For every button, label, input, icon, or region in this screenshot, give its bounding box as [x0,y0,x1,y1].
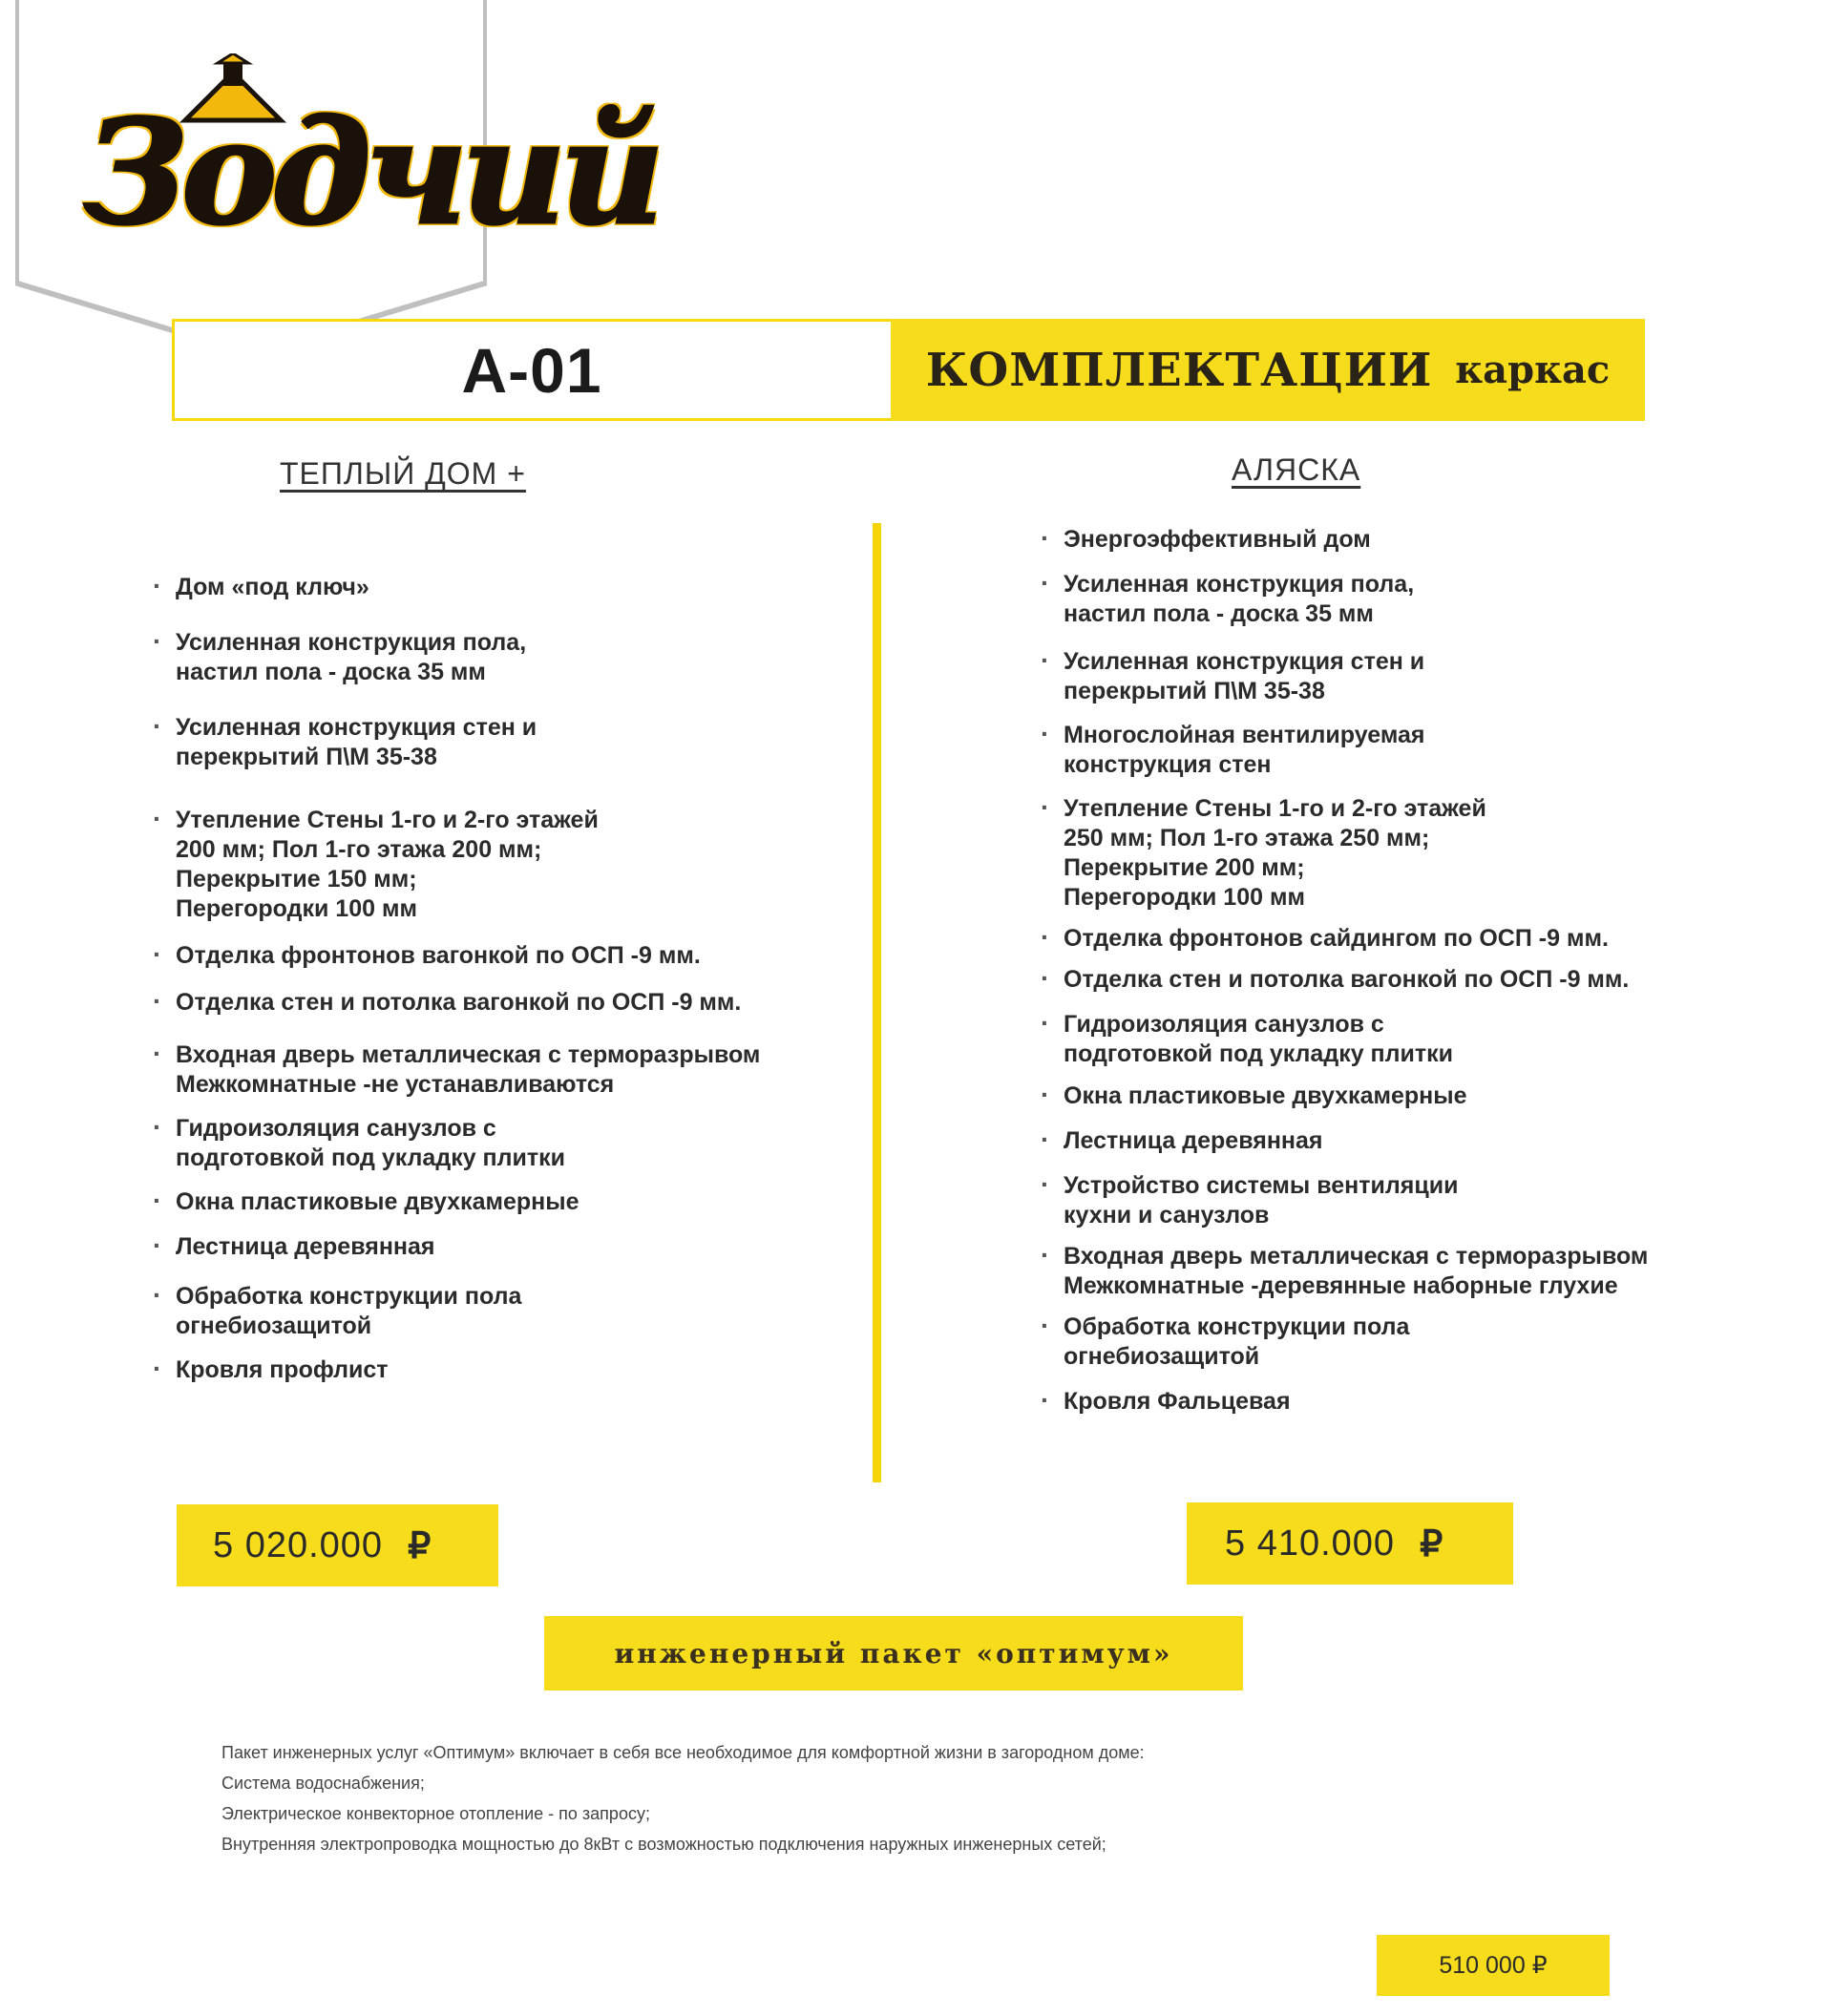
left-column-title[interactable]: ТЕПЛЫЙ ДОМ + [280,456,526,491]
list-item: · Входная дверь металлическая с терморазрывом Межкомнатные -деревянные наборные глухие [1041,1242,1766,1301]
list-item: · Усиленная конструкция стен и перекрытий П\М 35-38 [153,713,840,772]
list-item: · Гидроизоляция санузлов с подготовкой под укладку плитки [153,1114,840,1173]
list-item: · Кровля Фальцевая [1041,1387,1766,1417]
list-item: · Окна пластиковые двухкамерные [153,1187,840,1217]
list-item: · Усиленная конструкция стен и перекрытий П\М 35-38 [1041,647,1766,706]
list-item: · Отделка стен и потолка вагонкой по ОСП -9 мм. [1041,965,1766,995]
list-item: · Усиленная конструкция пола, настил пола - доска 35 мм [1041,570,1766,629]
ruble-icon: ₽ [408,1525,432,1566]
list-item: · Многослойная вентилируемая конструкция стен [1041,721,1766,780]
package-line: Пакет инженерных услуг «Оптимум» включает в себя все необходимое для комфортной жизни в загородном доме: [221,1743,1145,1762]
left-feature-list [153,573,840,1385]
list-item: · Лестница деревянная [1041,1126,1766,1156]
list-item: · Усиленная конструкция пола, настил пола - доска 35 мм [153,628,840,687]
right-price-badge[interactable] [1187,1502,1513,1585]
list-item: · Устройство системы вентиляции кухни и санузлов [1041,1171,1766,1230]
header-title: КОМПЛЕКТАЦИИ [925,343,1433,397]
package-line: Система водоснабжения; [221,1774,425,1793]
model-code: А-01 [461,334,602,406]
list-item: · Лестница деревянная [153,1232,840,1262]
right-column-title[interactable]: АЛЯСКА [1232,452,1361,487]
package-line: Электрическое конвекторное отопление - по запросу; [221,1804,650,1823]
ruble-icon: ₽ [1420,1523,1444,1564]
list-item: · Окна пластиковые двухкамерные [1041,1082,1766,1111]
right-price-value: 5 410.000 [1225,1522,1396,1564]
list-item: · Дом «под ключ» [153,573,840,602]
logo-wordmark: Зодчий [84,89,659,257]
header-bar [172,319,1636,421]
list-item: · Обработка конструкции пола огнебиозащитой [1041,1312,1766,1372]
column-divider [873,523,881,1482]
header-subtitle: каркас [1455,347,1611,392]
list-item: · Гидроизоляция санузлов с подготовкой под укладку плитки [1041,1010,1766,1069]
list-item: · Утепление Стены 1-го и 2-го этажей 250 мм; Пол 1-го этажа 250 мм; Перекрытие 200 мм; Перегородки 100 мм [1041,794,1766,913]
list-item: · Обработка конструкции пола огнебиозащитой [153,1282,840,1341]
list-item: · Входная дверь металлическая с терморазрывом Межкомнатные -не устанавливаются [153,1040,840,1100]
list-item: · Отделка фронтонов вагонкой по ОСП -9 мм. [153,941,840,971]
package-description [221,1737,1596,1859]
package-line: Внутренняя электропроводка мощностью до 8кВт с возможностью подключения наружных инженерных сетей; [221,1835,1106,1854]
left-price-value: 5 020.000 [213,1524,384,1565]
package-price-badge[interactable]: 510 000 ₽ [1377,1935,1610,1996]
list-item: · Отделка стен и потолка вагонкой по ОСП -9 мм. [153,988,840,1018]
company-logo[interactable] [84,63,659,273]
package-optimum-button[interactable]: инженерный пакет «оптимум» [544,1616,1243,1690]
right-feature-list [1041,525,1766,1417]
header-title-block [891,319,1645,421]
list-item: · Кровля профлист [153,1355,840,1385]
left-price-badge[interactable] [177,1504,498,1586]
list-item: · Энергоэффективный дом [1041,525,1766,555]
list-item: · Отделка фронтонов сайдингом по ОСП -9 мм. [1041,924,1766,954]
list-item: · Утепление Стены 1-го и 2-го этажей 200 мм; Пол 1-го этажа 200 мм; Перекрытие 150 мм; Перегородки 100 мм [153,806,840,924]
